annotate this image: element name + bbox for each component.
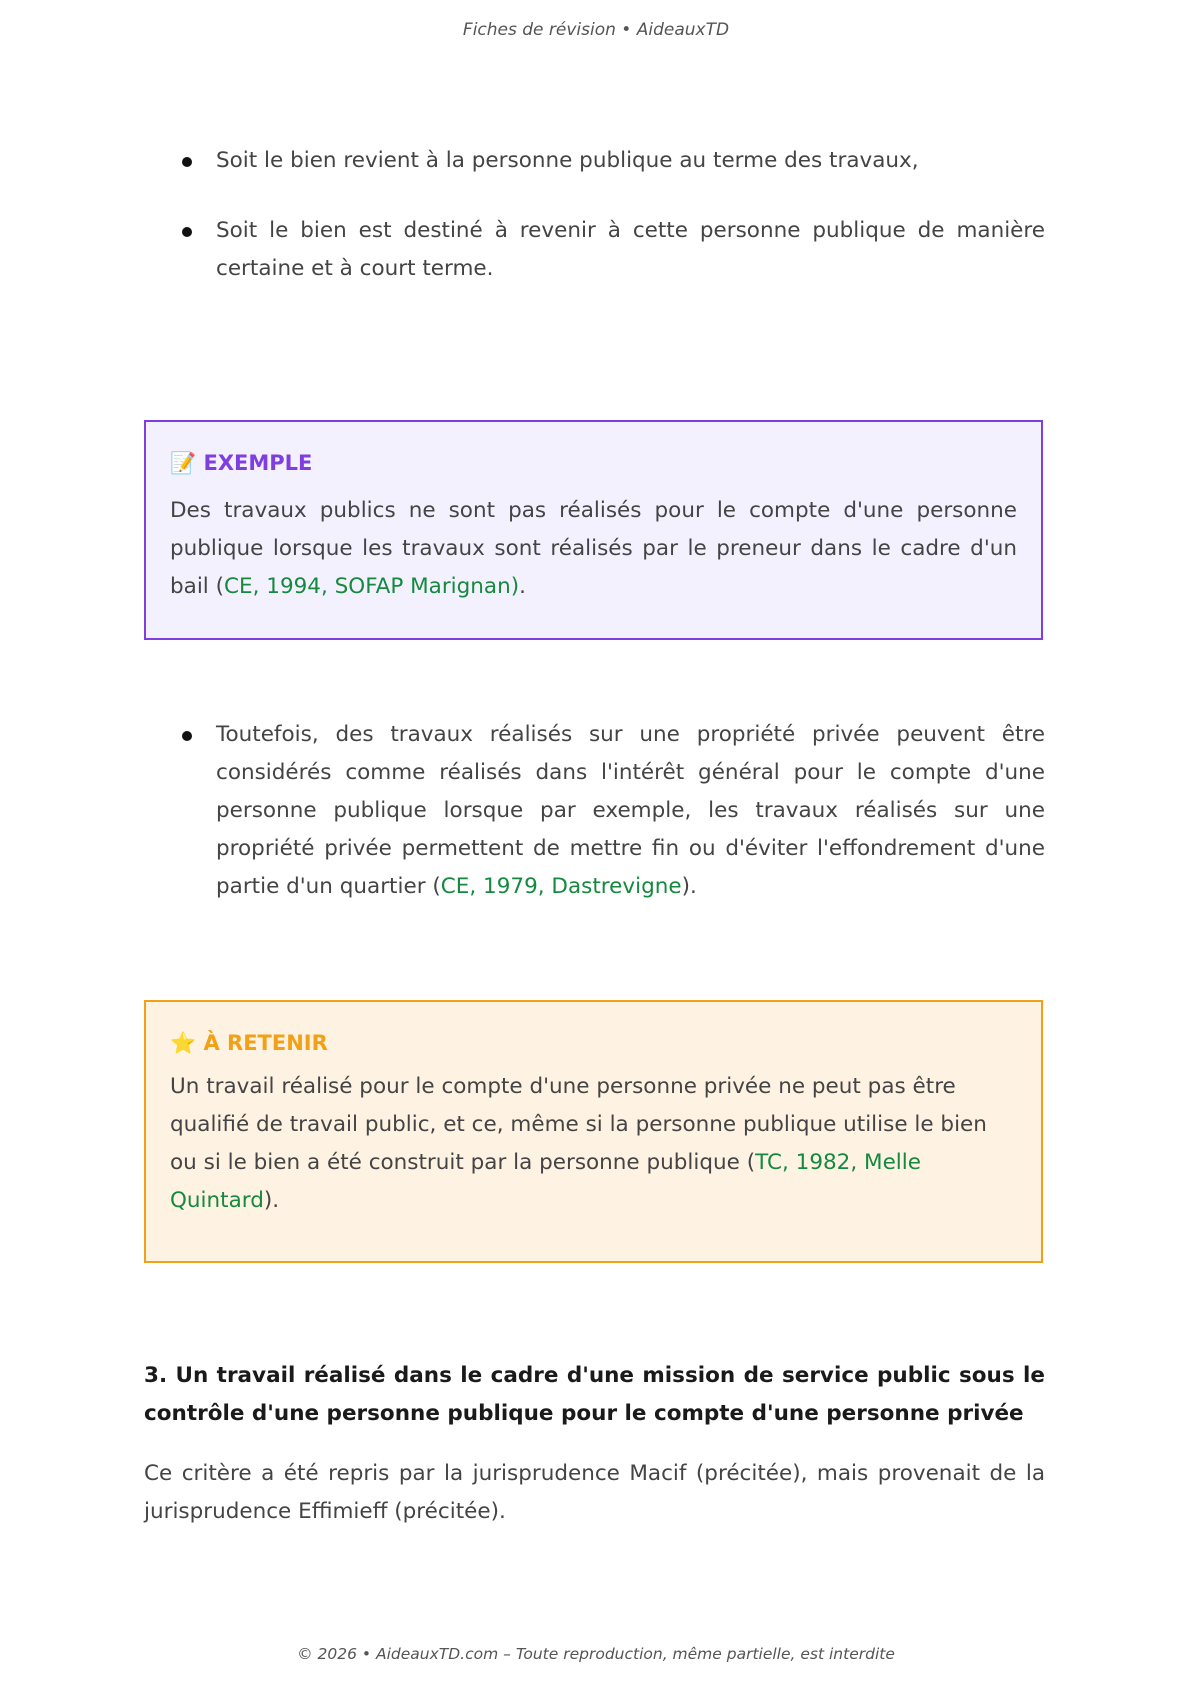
section-paragraph: Ce critère a été repris par la jurisprudence Macif (précitée), mais provenait de la jurisprudence Effimieff (précitée). bbox=[144, 1461, 1045, 1524]
bullet-list-middle bbox=[144, 716, 1045, 906]
bullet-list-top bbox=[144, 142, 1045, 288]
page-footer: © 2026 • AideauxTD.com – Toute reproduction, même partielle, est interdite bbox=[297, 1645, 895, 1663]
section-heading: 3. Un travail réalisé dans le cadre d'une mission de service public sous le contrôle d'une personne publique pour le compte d'une personne privée bbox=[144, 1363, 1045, 1426]
bullet-icon bbox=[182, 157, 192, 167]
page-header: Fiches de révision • AideauxTD bbox=[462, 20, 730, 40]
bullet-icon bbox=[182, 227, 192, 237]
callout-title: ⭐ À RETENIR bbox=[170, 1031, 328, 1055]
list-item: Toutefois, des travaux réalisés sur une propriété privée peuvent être considérés comme réalisés dans l'intérêt général pour le compte d'une personne publique lorsque par exemple, les travaux réalisés sur une propriété privée permettent de mettre fin ou d'éviter l'effondrement d'une partie d'un quartier (CE, 1979, Dastrevigne). bbox=[144, 716, 1045, 906]
retenir-callout bbox=[144, 1000, 1043, 1263]
case-reference: CE, 1979, Dastrevigne bbox=[440, 874, 682, 899]
case-reference: CE, 1994, SOFAP Marignan) bbox=[224, 574, 520, 599]
callout-title: 📝 EXEMPLE bbox=[170, 451, 313, 475]
memo-icon: 📝 bbox=[170, 451, 197, 475]
list-item: Soit le bien est destiné à revenir à cette personne publique de manière certaine et à court terme. bbox=[144, 212, 1045, 288]
bullet-icon bbox=[182, 731, 192, 741]
list-item: Soit le bien revient à la personne publique au terme des travaux, bbox=[144, 142, 1045, 180]
case-reference: TC, 1982, Melle Quintard bbox=[170, 1150, 921, 1213]
star-icon: ⭐ bbox=[170, 1031, 197, 1055]
callout-text: Des travaux publics ne sont pas réalisés pour le compte d'une personne publique lorsque les travaux sont réalisés par le preneur dans le cadre d'un bail (CE, 1994, SOFAP Marignan). bbox=[170, 498, 1017, 599]
callout-text: Un travail réalisé pour le compte d'une personne privée ne peut pas être qualifié de travail public, et ce, même si la personne publique utilise le bien ou si le bien a été construit par la personne publique (TC, 1982, Melle Quintard). bbox=[170, 1074, 987, 1213]
example-callout bbox=[144, 420, 1043, 640]
